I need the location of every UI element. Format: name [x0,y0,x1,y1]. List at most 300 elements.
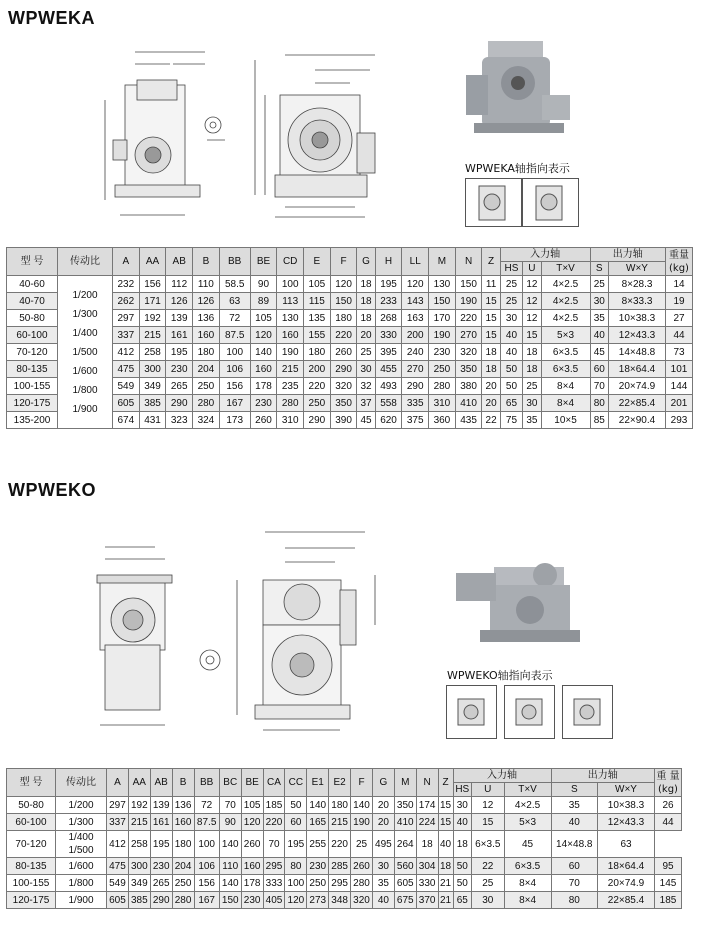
col-header: W×Y [609,262,666,276]
model-cell: 60-100 [7,814,56,831]
table-cell: 190 [277,344,304,361]
table-cell: 180 [330,310,357,327]
table-cell: 190 [455,293,482,310]
wpweka-orientation-diagram [465,178,580,228]
table-cell: 14×48.8 [551,831,597,858]
table-cell: 15 [482,327,500,344]
input-shaft-header: 入力轴 [500,248,590,262]
table-cell: 215 [139,327,166,344]
table-cell: 674 [113,412,140,429]
table-cell: 475 [107,858,129,875]
col-header: B [172,769,194,797]
table-row [7,875,682,892]
table-cell: 18 [482,361,500,378]
table-cell: 233 [375,293,402,310]
table-cell: 136 [172,797,194,814]
table-cell: 174 [416,797,438,814]
table-row [7,892,682,909]
table-cell: 250 [193,378,220,395]
model-cell: 80-135 [7,361,58,378]
table-cell: 620 [375,412,402,429]
table-cell: 50 [500,361,523,378]
ratio-cell: 1/600 [56,858,107,875]
col-header: N [416,769,438,797]
wpweka-spec-table [6,247,693,429]
table-cell: 60 [551,858,597,875]
table-cell: 349 [128,875,150,892]
table-cell: 270 [455,327,482,344]
wpweko-orientation-caption: WPWEKO轴指向表示 [447,669,553,682]
table-cell: 30 [500,310,523,327]
table-cell: 100 [277,276,304,293]
table-cell: 30 [372,858,394,875]
table-cell: 22×85.4 [609,395,666,412]
table-cell: 310 [277,412,304,429]
table-cell: 25 [500,293,523,310]
table-cell: 395 [375,344,402,361]
table-cell: 156 [219,378,250,395]
table-cell: 120 [402,276,429,293]
table-cell: 130 [277,310,304,327]
table-cell: 280 [277,395,304,412]
col-header: BB [219,248,250,276]
table-cell: 435 [455,412,482,429]
table-cell: 139 [166,310,193,327]
table-cell: 250 [304,395,331,412]
wpweko-spec-table [6,768,682,909]
table-cell: 323 [166,412,193,429]
table-cell: 140 [351,797,373,814]
table-cell: 45 [357,412,375,429]
table-cell: 80 [551,892,597,909]
table-cell: 18 [482,344,500,361]
table-cell: 160 [241,858,263,875]
table-cell: 11 [482,276,500,293]
table-cell: 95 [655,858,682,875]
table-cell: 120 [241,814,263,831]
col-header: BE [250,248,277,276]
table-cell: 320 [455,344,482,361]
col-header: T×V [541,262,590,276]
table-cell: 195 [285,831,307,858]
ratio-cell: 1/900 [56,892,107,909]
table-cell: 25 [590,276,608,293]
table-cell: 140 [307,797,329,814]
table-cell: 350 [455,361,482,378]
table-cell: 192 [128,797,150,814]
table-cell: 335 [402,395,429,412]
table-cell: 290 [330,361,357,378]
table-cell: 25 [357,344,375,361]
col-header: S [551,783,597,797]
table-cell: 140 [219,831,241,858]
table-cell: 280 [172,892,194,909]
table-cell: 215 [277,361,304,378]
table-cell: 80 [285,858,307,875]
col-header: LL [402,248,429,276]
table-cell: 293 [666,412,693,429]
table-cell: 35 [590,310,608,327]
table-cell: 18×64.4 [609,361,666,378]
wpweko-table-body [7,797,682,909]
table-cell: 375 [402,412,429,429]
table-cell: 112 [166,276,193,293]
table-cell: 18×64.4 [598,858,655,875]
table-cell: 8×4 [504,892,551,909]
table-cell: 14×48.8 [609,344,666,361]
table-cell: 40 [590,327,608,344]
model-cell: 135-200 [7,412,58,429]
col-header: CD [277,248,304,276]
table-cell: 87.5 [219,327,250,344]
ratio-cell: 1/400 1/500 [56,831,107,858]
col-header-weight: 重 量 (kg) [656,770,680,795]
table-cell: 75 [500,412,523,429]
table-cell: 144 [666,378,693,395]
table-cell: 161 [150,814,172,831]
wpweka-side-view-drawing [95,40,235,225]
table-cell: 324 [193,412,220,429]
model-cell: 50-80 [7,797,56,814]
table-cell: 360 [429,412,456,429]
table-cell: 300 [139,361,166,378]
table-cell: 20×74.9 [598,875,655,892]
table-cell: 40 [372,892,394,909]
wpweko-orientation-diagram [446,685,616,740]
table-cell: 12 [523,310,541,327]
col-header: AA [128,769,150,797]
table-cell: 15 [438,814,453,831]
table-cell: 27 [666,310,693,327]
model-cell: 60-100 [7,327,58,344]
col-header-model: 型 号 [7,248,58,276]
col-header: HS [500,262,523,276]
table-cell: 72 [219,310,250,327]
table-cell: 8×33.3 [609,293,666,310]
col-header: Z [482,248,500,276]
table-cell: 126 [166,293,193,310]
table-cell: 260 [351,858,373,875]
table-cell: 130 [429,276,456,293]
col-header: HS [453,783,471,797]
table-cell: 106 [194,858,219,875]
table-cell: 163 [402,310,429,327]
table-cell: 30 [453,797,471,814]
table-cell: 333 [263,875,285,892]
table-cell: 12×43.3 [598,814,655,831]
table-row [7,858,682,875]
table-cell: 100 [194,831,219,858]
col-header: S [590,262,608,276]
table-cell: 105 [241,797,263,814]
table-cell: 385 [139,395,166,412]
table-cell: 4×2.5 [541,293,590,310]
table-cell: 120 [285,892,307,909]
table-cell: 178 [250,378,277,395]
col-header: T×V [504,783,551,797]
col-header: BE [241,769,263,797]
table-cell: 273 [307,892,329,909]
table-cell: 605 [113,395,140,412]
table-cell: 63 [219,293,250,310]
table-cell: 350 [394,797,416,814]
col-header: BB [194,769,219,797]
table-cell: 350 [330,395,357,412]
col-header: AB [150,769,172,797]
col-header: CA [263,769,285,797]
table-cell: 90 [250,276,277,293]
col-header: U [523,262,541,276]
table-cell: 280 [193,395,220,412]
table-cell: 250 [307,875,329,892]
table-cell: 32 [357,378,375,395]
table-cell: 18 [523,344,541,361]
table-cell: 35 [523,412,541,429]
col-header: E [304,248,331,276]
table-cell: 380 [455,378,482,395]
table-cell: 549 [107,875,129,892]
col-header: G [372,769,394,797]
output-shaft-header: 出力轴 [551,769,654,783]
table-cell: 10×38.3 [598,797,655,814]
table-cell: 220 [330,327,357,344]
model-cell: 70-120 [7,344,58,361]
table-cell: 4×2.5 [504,797,551,814]
table-cell: 232 [113,276,140,293]
table-cell: 297 [113,310,140,327]
table-cell: 35 [551,797,597,814]
table-cell: 105 [250,310,277,327]
table-cell: 215 [128,814,150,831]
table-cell: 73 [666,344,693,361]
table-cell: 30 [472,892,505,909]
table-cell: 15 [472,814,505,831]
table-cell: 170 [429,310,456,327]
table-cell: 412 [113,344,140,361]
table-row [7,797,682,814]
col-header: M [394,769,416,797]
table-cell: 167 [219,395,250,412]
model-cell: 40-70 [7,293,58,310]
table-cell: 10×38.3 [609,310,666,327]
table-cell: 493 [375,378,402,395]
table-cell: 30 [523,395,541,412]
table-cell: 101 [666,361,693,378]
table-cell: 4×2.5 [541,276,590,293]
wpweka-front-view-drawing [245,45,395,225]
table-cell: 126 [193,293,220,310]
model-cell: 120-175 [7,395,58,412]
col-header: F [330,248,357,276]
table-cell: 143 [402,293,429,310]
table-cell: 230 [241,892,263,909]
table-cell: 25 [472,875,505,892]
table-cell: 195 [150,831,172,858]
table-cell: 155 [304,327,331,344]
table-cell: 35 [372,875,394,892]
table-cell: 161 [166,327,193,344]
col-header: E2 [329,769,351,797]
table-cell: 255 [307,831,329,858]
table-cell: 337 [113,327,140,344]
table-cell: 258 [139,344,166,361]
table-cell: 180 [304,344,331,361]
table-cell: 20 [482,395,500,412]
table-cell: 150 [455,276,482,293]
table-cell: 18 [438,858,453,875]
table-cell: 204 [172,858,194,875]
table-cell: 495 [372,831,394,858]
table-cell: 70 [219,797,241,814]
col-header: N [455,248,482,276]
col-header-model: 型 号 [7,769,56,797]
table-cell: 58.5 [219,276,250,293]
table-cell: 5×3 [541,327,590,344]
table-cell: 100 [285,875,307,892]
table-cell: 180 [172,831,194,858]
table-cell: 15 [523,327,541,344]
table-cell: 185 [263,797,285,814]
table-cell: 60 [285,814,307,831]
table-cell: 410 [394,814,416,831]
table-cell: 390 [330,412,357,429]
table-cell: 605 [394,875,416,892]
table-cell: 20 [357,327,375,344]
table-cell: 100 [219,344,250,361]
table-cell: 165 [307,814,329,831]
table-cell: 405 [263,892,285,909]
table-cell: 150 [429,293,456,310]
table-cell: 195 [375,276,402,293]
table-cell: 280 [429,378,456,395]
table-cell: 21 [438,875,453,892]
table-cell: 605 [107,892,129,909]
wpweka-title: WPWEKA [8,8,95,28]
table-cell: 171 [139,293,166,310]
table-cell: 20 [372,797,394,814]
table-cell: 20 [482,378,500,395]
table-cell: 18 [453,831,471,858]
table-cell: 37 [357,395,375,412]
table-cell: 105 [304,276,331,293]
col-header: E1 [307,769,329,797]
table-cell: 15 [482,293,500,310]
table-cell: 265 [166,378,193,395]
table-cell: 45 [590,344,608,361]
table-row [7,814,682,831]
table-cell: 6×3.5 [504,858,551,875]
col-header-ratio: 传动比 [58,248,113,276]
table-row [7,831,682,858]
table-cell: 230 [250,395,277,412]
table-cell: 549 [113,378,140,395]
table-cell: 50 [453,875,471,892]
table-cell: 349 [139,378,166,395]
table-cell: 250 [429,361,456,378]
table-cell: 87.5 [194,814,219,831]
table-cell: 295 [263,858,285,875]
table-cell: 290 [304,412,331,429]
ratio-cell: 1/200 [56,797,107,814]
table-cell: 113 [277,293,304,310]
wpweka-table-body [7,276,693,429]
table-cell: 139 [150,797,172,814]
table-cell: 90 [219,814,241,831]
table-cell: 145 [655,875,682,892]
table-cell: 260 [250,412,277,429]
table-cell: 264 [394,831,416,858]
table-cell: 70 [590,378,608,395]
table-cell: 140 [219,875,241,892]
table-cell: 110 [219,858,241,875]
table-cell: 370 [416,892,438,909]
table-cell: 300 [128,858,150,875]
wpweko-product-photo [450,555,595,655]
col-header: B [193,248,220,276]
table-cell: 70 [551,875,597,892]
table-cell: 265 [150,875,172,892]
table-cell: 60 [590,361,608,378]
table-row [7,276,693,293]
input-shaft-header: 入力轴 [453,769,551,783]
table-cell: 6×3.5 [472,831,505,858]
table-cell: 6×3.5 [541,344,590,361]
table-cell: 260 [241,831,263,858]
table-cell: 285 [329,858,351,875]
table-cell: 10×5 [541,412,590,429]
table-cell: 337 [107,814,129,831]
table-cell: 160 [277,327,304,344]
output-shaft-header: 出力轴 [590,248,665,262]
table-cell: 19 [666,293,693,310]
col-header: H [375,248,402,276]
table-cell: 558 [375,395,402,412]
table-cell: 410 [455,395,482,412]
wpweka-orientation-caption: WPWEKA轴指向表示 [465,162,570,175]
table-cell: 15 [438,797,453,814]
table-cell: 290 [166,395,193,412]
table-cell: 190 [351,814,373,831]
table-cell: 560 [394,858,416,875]
table-cell: 230 [307,858,329,875]
table-cell: 220 [329,831,351,858]
table-cell: 50 [500,378,523,395]
table-cell: 304 [416,858,438,875]
table-cell: 44 [666,327,693,344]
table-cell: 65 [453,892,471,909]
table-cell: 18 [357,276,375,293]
table-cell: 320 [330,378,357,395]
table-cell: 22 [482,412,500,429]
table-cell: 180 [193,344,220,361]
table-cell: 258 [128,831,150,858]
col-header: BC [219,769,241,797]
table-cell: 4×2.5 [541,310,590,327]
model-cell: 120-175 [7,892,56,909]
table-cell: 12 [523,276,541,293]
table-cell: 14 [666,276,693,293]
table-cell: 120 [330,276,357,293]
table-cell: 204 [193,361,220,378]
table-cell: 72 [194,797,219,814]
table-cell: 675 [394,892,416,909]
table-cell: 22×90.4 [609,412,666,429]
col-header: A [107,769,129,797]
table-cell: 290 [402,378,429,395]
table-cell: 8×28.3 [609,276,666,293]
table-cell: 180 [329,797,351,814]
wpweko-side-view-drawing [75,535,235,735]
